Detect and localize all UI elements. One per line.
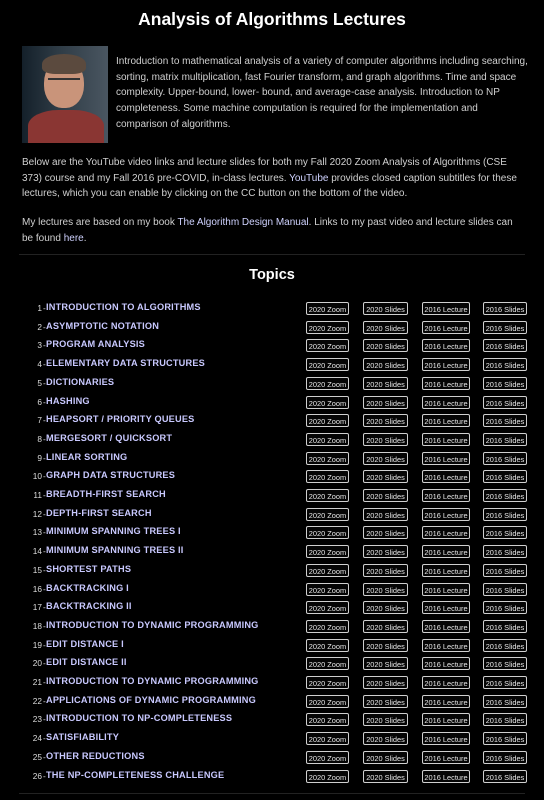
topic-row (0, 412, 544, 430)
topic-row (0, 768, 544, 786)
topic-number: 22 (32, 695, 42, 706)
topic-number: 26 (32, 770, 42, 781)
topic-separator: - (43, 620, 46, 631)
topic-row (0, 655, 544, 673)
topic-row (0, 524, 544, 542)
topic-separator: - (43, 359, 46, 370)
topic-link[interactable]: PROGRAM ANALYSIS (46, 339, 145, 350)
slides-2016-button[interactable]: 2016 Slides (483, 639, 527, 652)
topic-link[interactable]: MERGESORT / QUICKSORT (46, 432, 173, 443)
paragraph-text: provides closed caption subtitles for these lectures, which you can enable by clicking on the CC button on the bottom of the video. (22, 172, 517, 200)
topic-link[interactable]: INTRODUCTION TO ALGORITHMS (46, 302, 201, 312)
topic-row (0, 730, 544, 748)
topic-number: 12 (32, 508, 42, 519)
lecture-2016-button[interactable]: 2016 Lecture (422, 695, 470, 708)
topic-separator: - (43, 733, 46, 744)
zoom-2020-button[interactable]: 2020 Zoom (306, 564, 349, 577)
slides-2020-button[interactable]: 2020 Slides (363, 302, 408, 315)
topic-separator: - (43, 303, 46, 313)
topic-link[interactable]: EDIT DISTANCE II (46, 657, 127, 668)
topic-number: 4 (37, 359, 42, 370)
topic-separator: - (43, 770, 46, 781)
zoom-2020-button[interactable]: 2020 Zoom (306, 321, 349, 334)
topic-link[interactable]: OTHER REDUCTIONS (46, 750, 145, 761)
topic-link[interactable]: BACKTRACKING II (46, 601, 132, 612)
topic-separator: - (43, 658, 46, 669)
zoom-2020-button[interactable]: 2020 Zoom (306, 639, 349, 652)
zoom-2020-button[interactable]: 2020 Zoom (306, 470, 349, 483)
slides-2016-button[interactable]: 2016 Slides (483, 339, 527, 352)
topic-separator: - (43, 677, 46, 687)
topic-row (0, 674, 544, 692)
lecture-2016-button[interactable]: 2016 Lecture (422, 526, 470, 539)
topic-row (0, 562, 544, 580)
lecture-2016-button[interactable]: 2016 Lecture (422, 452, 470, 465)
slides-2016-button[interactable]: 2016 Slides (483, 657, 527, 670)
topic-row (0, 711, 544, 729)
lecture-2016-button[interactable]: 2016 Lecture (422, 751, 470, 764)
topic-separator: - (43, 433, 46, 444)
topic-separator: - (43, 377, 46, 388)
slides-2020-button[interactable]: 2020 Slides (363, 414, 408, 427)
topic-number: 8 (37, 433, 42, 444)
past-lectures-link[interactable]: here (63, 232, 84, 244)
topics-heading: Topics (249, 267, 295, 283)
topic-separator: - (43, 508, 46, 519)
topic-separator: - (43, 602, 46, 613)
topic-number: 17 (32, 602, 42, 613)
topic-separator: - (43, 415, 46, 426)
zoom-2020-button[interactable]: 2020 Zoom (306, 620, 349, 633)
youtube-link[interactable]: YouTube (289, 172, 329, 184)
slides-2016-button[interactable]: 2016 Slides (483, 452, 527, 465)
slides-2016-button[interactable]: 2016 Slides (483, 695, 527, 708)
topic-row (0, 581, 544, 599)
topic-number: 5 (37, 377, 42, 388)
slides-2016-button[interactable]: 2016 Slides (483, 676, 527, 689)
topic-link[interactable]: DICTIONARIES (46, 376, 115, 387)
topic-separator: - (43, 321, 46, 332)
slides-2016-button[interactable]: 2016 Slides (483, 751, 527, 764)
slides-2020-button[interactable]: 2020 Slides (363, 620, 408, 633)
slides-2020-button[interactable]: 2020 Slides (363, 358, 408, 371)
zoom-2020-button[interactable]: 2020 Zoom (306, 433, 349, 446)
zoom-2020-button[interactable]: 2020 Zoom (306, 545, 349, 558)
zoom-2020-button[interactable]: 2020 Zoom (306, 713, 349, 726)
zoom-2020-button[interactable]: 2020 Zoom (306, 732, 349, 745)
topic-row (0, 356, 544, 374)
slides-2020-button[interactable]: 2020 Slides (363, 321, 408, 334)
topic-link[interactable]: BREADTH-FIRST SEARCH (46, 489, 166, 499)
topic-link[interactable]: THE NP-COMPLETENESS CHALLENGE (46, 769, 225, 780)
video-links-paragraph (22, 155, 522, 202)
topic-link[interactable]: HEAPSORT / PRIORITY QUEUES (46, 414, 195, 425)
topic-separator: - (43, 546, 46, 557)
topic-number: 2 (37, 321, 42, 332)
zoom-2020-button[interactable]: 2020 Zoom (306, 377, 349, 390)
topic-separator: - (43, 639, 46, 650)
topic-separator: - (43, 340, 46, 351)
topic-link[interactable]: MINIMUM SPANNING TREES I (46, 526, 181, 537)
topic-row (0, 599, 544, 617)
slides-2020-button[interactable]: 2020 Slides (363, 695, 408, 708)
topic-number: 7 (37, 415, 42, 426)
topic-separator: - (43, 564, 46, 575)
topic-separator: - (43, 751, 46, 762)
book-link[interactable]: The Algorithm Design Manual (177, 217, 309, 228)
topic-link[interactable]: INTRODUCTION TO NP-COMPLETENESS (46, 713, 233, 724)
slides-2016-button[interactable]: 2016 Slides (483, 545, 527, 558)
zoom-2020-button[interactable]: 2020 Zoom (306, 583, 349, 596)
topic-number: 1 (37, 303, 42, 313)
slides-2020-button[interactable]: 2020 Slides (363, 545, 408, 558)
paragraph-text: Below are the YouTube video links and lecture slides for both my Fall 2020 Zoom Analysis of Algorithms (CSE 373) course and my Fall 2016 pre-COVID, in-class lectures. (22, 157, 507, 184)
topic-row (0, 300, 544, 318)
slides-2016-button[interactable]: 2016 Slides (483, 770, 527, 783)
lecture-2016-button[interactable]: 2016 Lecture (422, 358, 470, 371)
topic-separator: - (43, 452, 46, 463)
lecture-2016-button[interactable]: 2016 Lecture (422, 396, 470, 409)
topic-separator: - (43, 714, 46, 725)
topic-row (0, 618, 544, 636)
topic-number: 10 (32, 471, 42, 482)
slides-2020-button[interactable]: 2020 Slides (363, 657, 408, 670)
slides-2016-button[interactable]: 2016 Slides (483, 564, 527, 577)
zoom-2020-button[interactable]: 2020 Zoom (306, 489, 349, 502)
topic-number: 9 (37, 452, 42, 463)
topic-row (0, 693, 544, 711)
lecture-2016-button[interactable]: 2016 Lecture (422, 770, 470, 783)
slides-2016-button[interactable]: 2016 Slides (483, 601, 527, 614)
slides-2016-button[interactable]: 2016 Slides (483, 732, 527, 745)
book-paragraph (22, 215, 522, 246)
topic-row (0, 506, 544, 524)
topic-number: 18 (32, 620, 42, 631)
topic-number: 16 (32, 583, 42, 594)
slides-2016-button[interactable]: 2016 Slides (483, 414, 527, 427)
topic-link[interactable]: SATISFIABILITY (46, 732, 120, 743)
zoom-2020-button[interactable]: 2020 Zoom (306, 526, 349, 539)
slides-2020-button[interactable]: 2020 Slides (363, 751, 408, 764)
slides-2016-button[interactable]: 2016 Slides (483, 377, 527, 390)
slides-2020-button[interactable]: 2020 Slides (363, 713, 408, 726)
slides-2016-button[interactable]: 2016 Slides (483, 358, 527, 371)
slides-2020-button[interactable]: 2020 Slides (363, 433, 408, 446)
topic-link[interactable]: GRAPH DATA STRUCTURES (46, 470, 176, 481)
topic-link[interactable]: INTRODUCTION TO DYNAMIC PROGRAMMING (46, 619, 259, 630)
slides-2016-button[interactable]: 2016 Slides (483, 302, 527, 315)
topic-link[interactable]: SHORTEST PATHS (46, 563, 132, 574)
lecture-2016-button[interactable]: 2016 Lecture (422, 470, 470, 483)
topic-number: 6 (37, 396, 42, 407)
topic-link[interactable]: BACKTRACKING I (46, 582, 129, 593)
zoom-2020-button[interactable]: 2020 Zoom (306, 339, 349, 352)
paragraph-text: . (83, 232, 87, 244)
lecture-2016-button[interactable]: 2016 Lecture (422, 620, 470, 633)
topic-number: 23 (32, 714, 42, 725)
slides-2020-button[interactable]: 2020 Slides (363, 770, 408, 783)
topic-number: 13 (32, 527, 42, 538)
zoom-2020-button[interactable]: 2020 Zoom (306, 302, 349, 315)
lecture-2016-button[interactable]: 2016 Lecture (422, 564, 470, 577)
topic-link[interactable]: APPLICATIONS OF DYNAMIC PROGRAMMING (46, 694, 256, 705)
topic-row (0, 749, 544, 767)
topic-number: 20 (32, 658, 42, 669)
lecture-2016-button[interactable]: 2016 Lecture (422, 676, 470, 689)
topic-separator: - (43, 527, 46, 538)
topic-number: 14 (32, 546, 42, 557)
topic-link[interactable]: LINEAR SORTING (46, 451, 128, 462)
slides-2020-button[interactable]: 2020 Slides (363, 377, 408, 390)
topic-row (0, 431, 544, 449)
topic-link[interactable]: HASHING (46, 395, 90, 406)
slides-2016-button[interactable]: 2016 Slides (483, 620, 527, 633)
lecture-2016-button[interactable]: 2016 Lecture (422, 732, 470, 745)
slides-2020-button[interactable]: 2020 Slides (363, 489, 408, 502)
topic-number: 24 (32, 733, 42, 744)
slides-2020-button[interactable]: 2020 Slides (363, 339, 408, 352)
topic-row (0, 450, 544, 468)
slides-2016-button[interactable]: 2016 Slides (483, 508, 527, 521)
slides-2016-button[interactable]: 2016 Slides (483, 583, 527, 596)
topic-separator: - (43, 490, 46, 500)
zoom-2020-button[interactable]: 2020 Zoom (306, 508, 349, 521)
lecture-2016-button[interactable]: 2016 Lecture (422, 601, 470, 614)
topic-link[interactable]: INTRODUCTION TO DYNAMIC PROGRAMMING (46, 676, 259, 686)
lecture-2016-button[interactable]: 2016 Lecture (422, 302, 470, 315)
zoom-2020-button[interactable]: 2020 Zoom (306, 657, 349, 670)
lecture-2016-button[interactable]: 2016 Lecture (422, 545, 470, 558)
zoom-2020-button[interactable]: 2020 Zoom (306, 396, 349, 409)
topic-separator: - (43, 396, 46, 407)
topic-number: 3 (37, 340, 42, 351)
slides-2016-button[interactable]: 2016 Slides (483, 470, 527, 483)
topic-separator: - (43, 471, 46, 482)
zoom-2020-button[interactable]: 2020 Zoom (306, 751, 349, 764)
topic-row (0, 337, 544, 355)
lecture-2016-button[interactable]: 2016 Lecture (422, 639, 470, 652)
slides-2016-button[interactable]: 2016 Slides (483, 321, 527, 334)
topic-number: 21 (32, 677, 42, 687)
lecture-2016-button[interactable]: 2016 Lecture (422, 508, 470, 521)
slides-2020-button[interactable]: 2020 Slides (363, 508, 408, 521)
zoom-2020-button[interactable]: 2020 Zoom (306, 358, 349, 371)
paragraph-text: . Links to my past video and lecture slides can be found (22, 217, 513, 244)
topic-number: 15 (32, 564, 42, 575)
lecture-2016-button[interactable]: 2016 Lecture (422, 583, 470, 596)
slides-2020-button[interactable]: 2020 Slides (363, 526, 408, 539)
lecture-2016-button[interactable]: 2016 Lecture (422, 433, 470, 446)
lecture-2016-button[interactable]: 2016 Lecture (422, 713, 470, 726)
lecture-2016-button[interactable]: 2016 Lecture (422, 657, 470, 670)
topic-row (0, 319, 544, 337)
topic-row (0, 637, 544, 655)
topic-link[interactable]: ASYMPTOTIC NOTATION (46, 320, 160, 331)
zoom-2020-button[interactable]: 2020 Zoom (306, 601, 349, 614)
topic-row (0, 487, 544, 505)
zoom-2020-button[interactable]: 2020 Zoom (306, 414, 349, 427)
lecture-2016-button[interactable]: 2016 Lecture (422, 489, 470, 502)
slides-2016-button[interactable]: 2016 Slides (483, 433, 527, 446)
topic-row (0, 468, 544, 486)
topic-link[interactable]: ELEMENTARY DATA STRUCTURES (46, 358, 206, 369)
slides-2020-button[interactable]: 2020 Slides (363, 396, 408, 409)
page-title: Analysis of Algorithms Lectures (138, 9, 406, 29)
topic-link[interactable]: EDIT DISTANCE I (46, 638, 124, 649)
topic-separator: - (43, 695, 46, 706)
slides-2016-button[interactable]: 2016 Slides (483, 713, 527, 726)
course-description: Introduction to mathematical analysis of a variety of computer algorithms including searching, sorting, matrix multiplication, fast Fourier transform, and graph algorithms. Time and space complexity. Upper-bound, lower- bound, and average-case analysis. Introduction to NP completeness. Some machine computation is required for the implementation and comparison of algorithms. (116, 56, 528, 130)
lecture-2016-button[interactable]: 2016 Lecture (422, 321, 470, 334)
slides-2020-button[interactable]: 2020 Slides (363, 601, 408, 614)
topic-link[interactable]: DEPTH-FIRST SEARCH (46, 507, 152, 518)
slides-2020-button[interactable]: 2020 Slides (363, 732, 408, 745)
zoom-2020-button[interactable]: 2020 Zoom (306, 695, 349, 708)
slides-2016-button[interactable]: 2016 Slides (483, 489, 527, 502)
slides-2020-button[interactable]: 2020 Slides (363, 676, 408, 689)
topic-number: 11 (33, 490, 42, 500)
lecture-2016-button[interactable]: 2016 Lecture (422, 377, 470, 390)
topic-separator: - (43, 583, 46, 594)
slides-2016-button[interactable]: 2016 Slides (483, 396, 527, 409)
topic-number: 25 (32, 751, 42, 762)
slides-2020-button[interactable]: 2020 Slides (363, 583, 408, 596)
zoom-2020-button[interactable]: 2020 Zoom (306, 770, 349, 783)
slides-2020-button[interactable]: 2020 Slides (363, 452, 408, 465)
paragraph-text: My lectures are based on my book (22, 217, 178, 228)
topic-row (0, 375, 544, 393)
lecture-2016-button[interactable]: 2016 Lecture (422, 414, 470, 427)
slides-2020-button[interactable]: 2020 Slides (363, 564, 408, 577)
slides-2020-button[interactable]: 2020 Slides (363, 639, 408, 652)
topic-row (0, 394, 544, 412)
zoom-2020-button[interactable]: 2020 Zoom (306, 452, 349, 465)
zoom-2020-button[interactable]: 2020 Zoom (306, 676, 349, 689)
lecture-2016-button[interactable]: 2016 Lecture (422, 339, 470, 352)
slides-2016-button[interactable]: 2016 Slides (483, 526, 527, 539)
author-photo (22, 46, 108, 143)
topic-row (0, 543, 544, 561)
slides-2020-button[interactable]: 2020 Slides (363, 470, 408, 483)
topic-number: 19 (32, 639, 42, 650)
topic-link[interactable]: MINIMUM SPANNING TREES II (46, 545, 184, 556)
